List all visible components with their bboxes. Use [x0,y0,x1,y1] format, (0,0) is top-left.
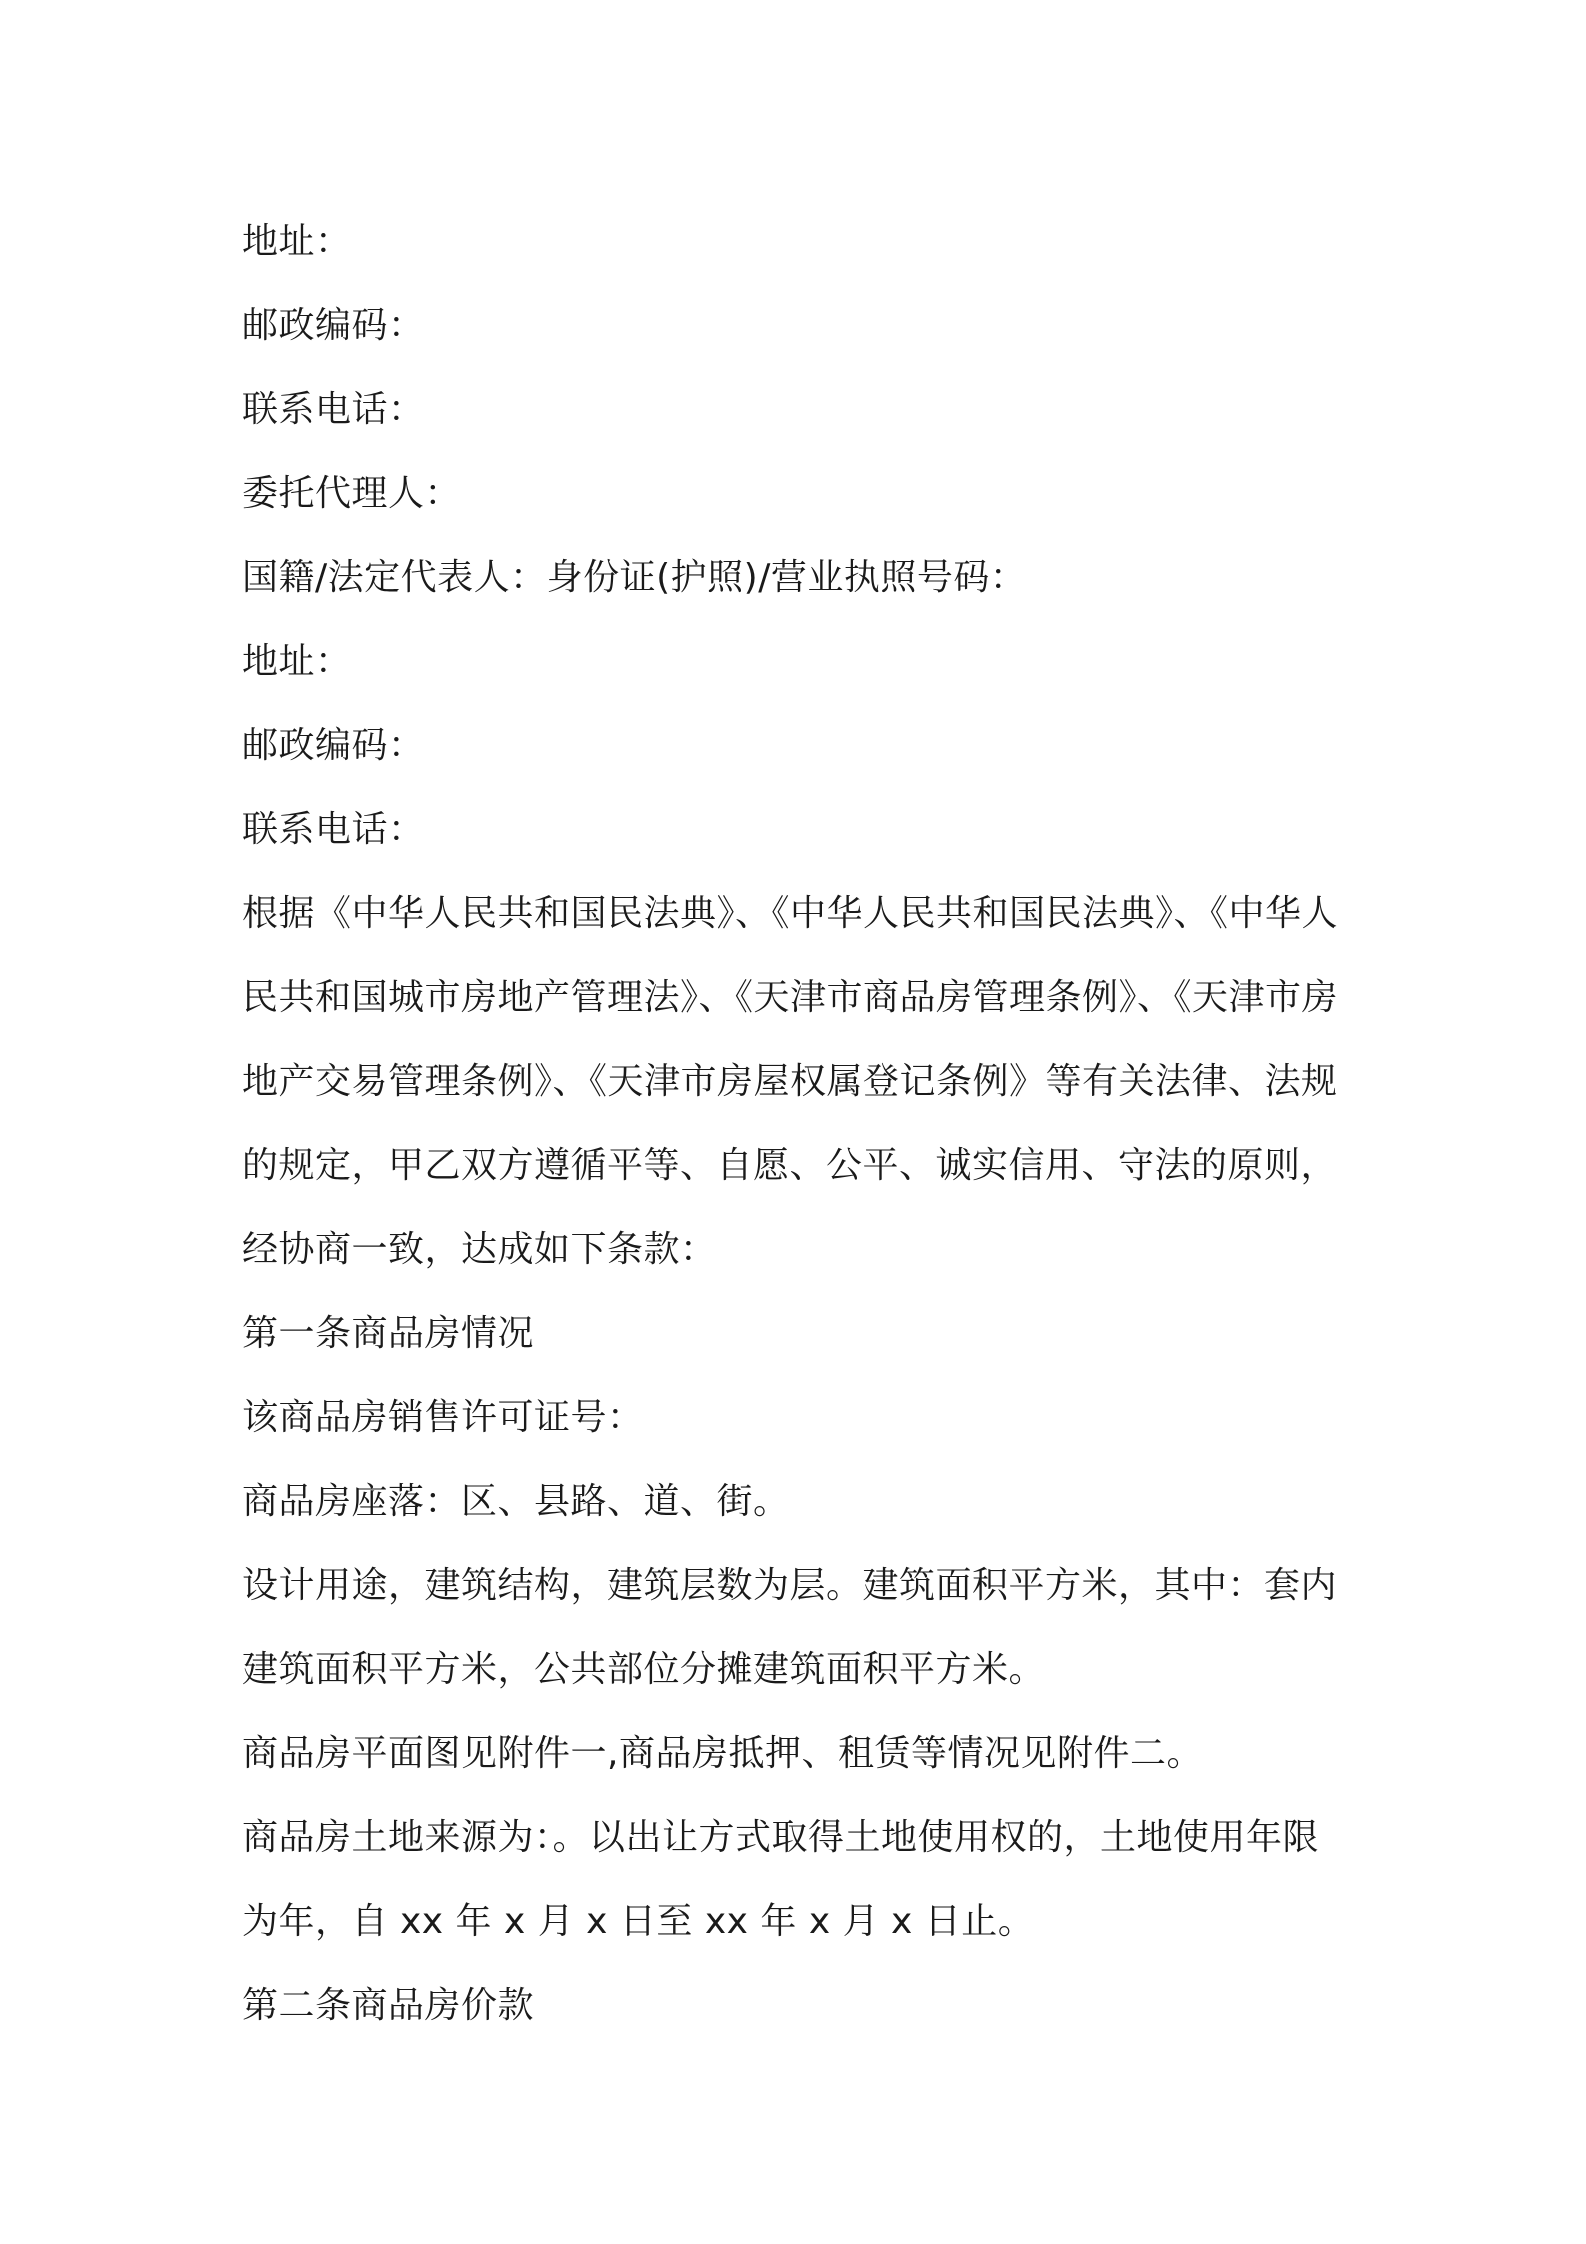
design-line: 建筑面积平方米，公共部位分摊建筑面积平方米。 [242,1649,1046,1690]
article1-land-source-paragraph [242,1796,1362,1964]
article1-title: 第一条商品房情况 [242,1313,535,1354]
address-label: 地址： [242,221,352,262]
agent-label: 委托代理人： [242,473,462,514]
article1-attachments: 商品房平面图见附件一,商品房抵押、租赁等情况见附件二。 [242,1733,1203,1774]
agent-phone-label: 联系电话： [242,809,425,850]
preamble-line: 民共和国城市房地产管理法》、《天津市商品房管理条例》、《天津市房 [242,977,1339,1018]
article1-design-paragraph [242,1544,1362,1712]
document-page [242,200,1362,2048]
postal-code-label: 邮政编码： [242,305,425,346]
article1-permit: 该商品房销售许可证号： [242,1397,644,1438]
preamble-line: 的规定，甲乙双方遵循平等、自愿、公平、诚实信用、守法的原则， [242,1145,1338,1186]
phone-label: 联系电话： [242,389,425,430]
agent-address-label: 地址： [242,641,352,682]
nationality-id-label: 国籍/法定代表人：身份证(护照)/营业执照号码： [242,557,1027,598]
land-source-line: 为年，自 xx 年 x 月 x 日至 xx 年 x 月 x 日止。 [242,1901,1035,1942]
preamble-line: 地产交易管理条例》、《天津市房屋权属登记条例》等有关法律、法规 [242,1061,1338,1102]
land-source-line: 商品房土地来源为：。以出让方式取得土地使用权的，土地使用年限 [242,1817,1320,1858]
article1-location: 商品房座落：区、县路、道、街。 [242,1481,790,1522]
preamble-line: 经协商一致，达成如下条款： [242,1229,717,1270]
design-line: 设计用途，建筑结构，建筑层数为层。建筑面积平方米，其中：套内 [242,1565,1338,1606]
preamble-line: 根据《中华人民共和国民法典》、《中华人民共和国民法典》、《中华人 [242,893,1339,934]
preamble-paragraph [242,872,1362,1292]
agent-postal-code-label: 邮政编码： [242,725,425,766]
article2-title: 第二条商品房价款 [242,1985,535,2026]
